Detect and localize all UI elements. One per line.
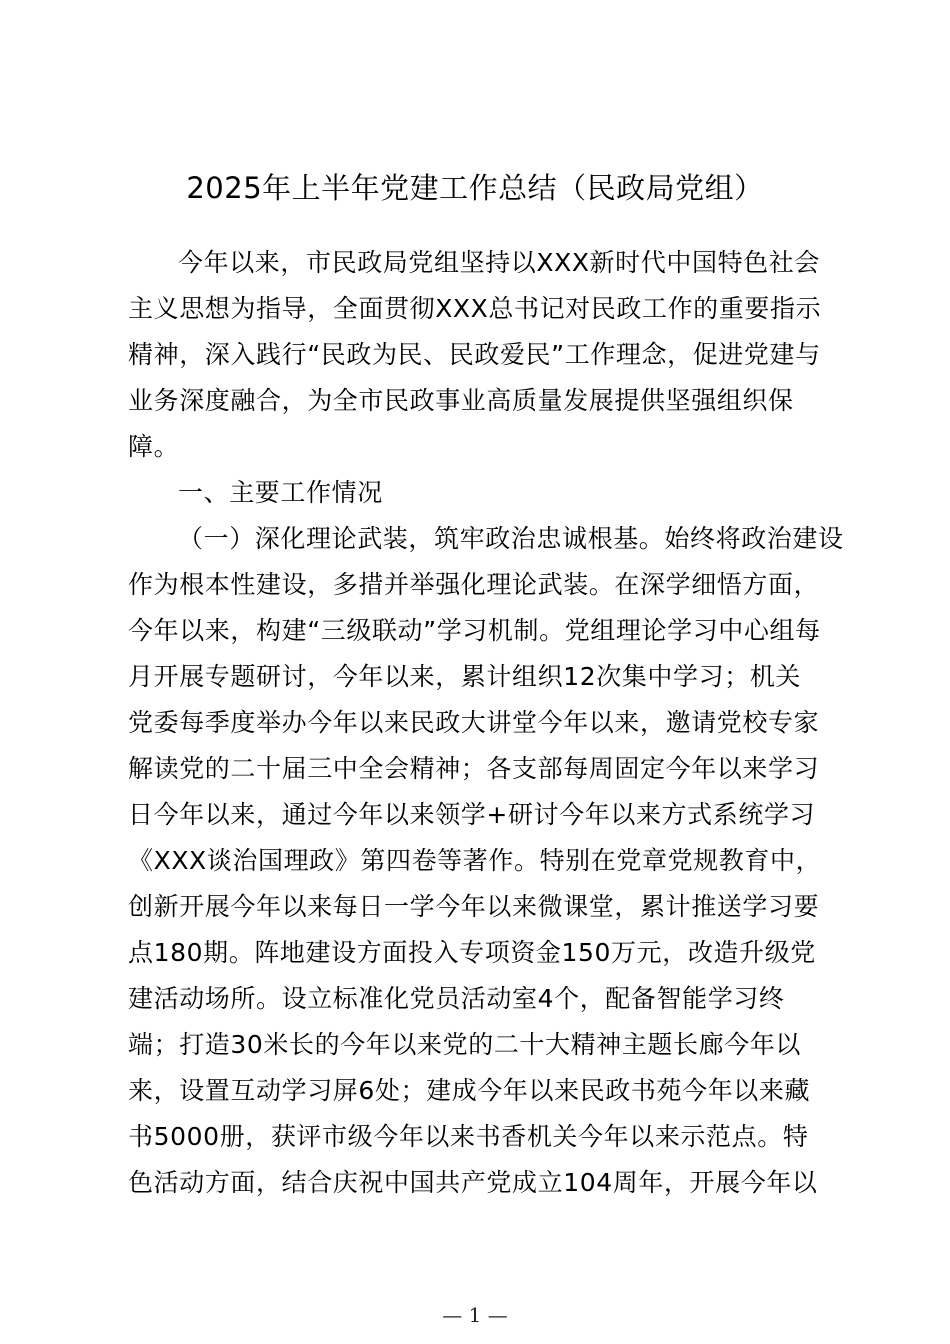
paragraph-line: 端；打造30米长的今年以来党的二十大精神主题长廊今年以 [128,1030,802,1059]
paragraph-line: 业务深度融合，为全市民政事业高质量发展提供坚强组织保 [128,386,794,415]
paragraph-line: 来，设置互动学习屏6处；建成今年以来民政书苑今年以来藏 [128,1076,811,1105]
paragraph-line: （一）深化理论武装，筑牢政治忠诚根基。始终将政治建设 [178,524,844,553]
paragraph-line: 建活动场所。设立标准化党员活动室4个，配备智能学习终 [128,984,785,1013]
paragraph-line: 日今年以来，通过今年以来领学+研讨今年以来方式系统学习 [128,800,816,829]
paragraph-line: 书5000册，获评市级今年以来书香机关今年以来示范点。特 [128,1122,809,1151]
paragraph-line: 今年以来，构建“三级联动”学习机制。党组理论学习中心组每 [128,616,821,645]
paragraph-line: 党委每季度举办今年以来民政大讲堂今年以来，邀请党校专家 [128,708,820,737]
paragraph-line: 精神，深入践行“民政为民、民政爱民”工作理念，促进党建与 [128,340,821,369]
paragraph-line: 点180期。阵地建设方面投入专项资金150万元，改造升级党 [128,938,816,967]
paragraph-line: 作为根本性建设，多措并举强化理论武装。在深学细悟方面， [128,570,820,599]
paragraph-line: 今年以来，市民政局党组坚持以XXX新时代中国特色社会 [178,248,820,277]
paragraph-line: 解读党的二十届三中全会精神；各支部每周固定今年以来学习 [128,754,820,783]
paragraph-line: 创新开展今年以来每日一学今年以来微课堂，累计推送学习要 [128,892,820,921]
paragraph-line: 月开展专题研讨，今年以来，累计组织12次集中学习；机关 [128,662,802,691]
section-heading: 一、主要工作情况 [178,478,383,507]
paragraph-line: 《XXX谈治国理政》第四卷等著作。特别在党章党规教育中， [128,846,822,875]
page-number: — 1 — [442,1303,508,1327]
paragraph-line: 色活动方面，结合庆祝中国共产党成立104周年，开展今年以 [128,1168,818,1197]
document-title: 2025年上半年党建工作总结（民政局党组） [186,171,764,205]
document-body [128,240,848,1206]
paragraph-line: 主义思想为指导，全面贯彻XXX总书记对民政工作的重要指示 [128,294,822,323]
paragraph-line: 障。 [128,432,180,461]
